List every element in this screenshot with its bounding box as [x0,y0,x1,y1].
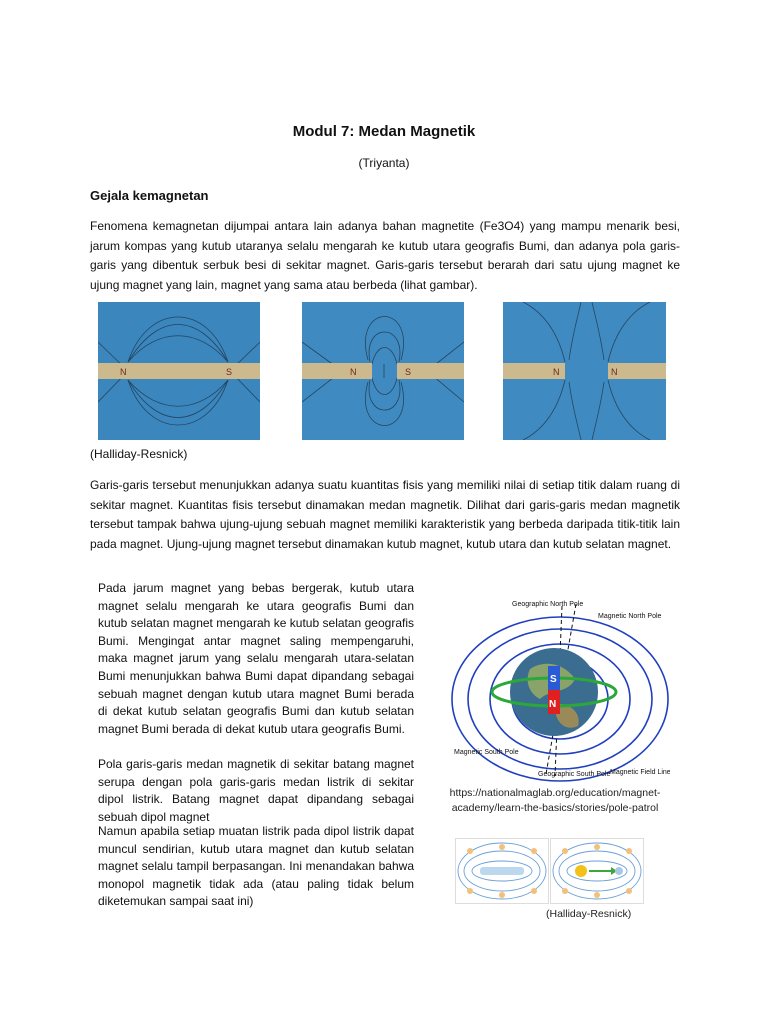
magnet-n-label: N [549,699,557,710]
pole-label: S [226,367,233,377]
magnetic-dipole-diagram [550,838,644,904]
label-magnetic-south: Magnetic South Pole [454,749,519,756]
pole-label: N [350,367,357,377]
page-title: Modul 7: Medan Magnetik [292,123,476,140]
magnet-photo-single [98,302,260,440]
electric-dipole-diagram [455,838,549,904]
figure-caption: (Halliday-Resnick) [90,447,188,461]
label-geographic-south: Geographic South Pole [538,771,611,778]
magnet-photo-attract [302,302,464,440]
magnet-s-label: S [550,674,557,685]
paragraph-intro: Fenomena kemagnetan dijumpai antara lain adanya bahan magnetite (Fe3O4) yang mampu menarik besi, jarum kompas yang kutub utaranya selalu mengarah ke kutub utara geografis Bumi, dan adanya pola garis-garis yang dibentuk serbuk besi di sekitar magnet. Garis-garis tersebut berarah dari satu ujung magnet ke ujung magnet yang lain, magnet yang sama atau berbeda (lihat gambar). [90,219,680,292]
section-heading: Gejala kemagnetan [90,188,209,203]
paragraph-field: Garis-garis tersebut menunjukkan adanya suatu kuantitas fisis yang memiliki nilai di setiap titik dalam ruang di sekitar magnet. Kuantitas fisis tersebut dinamakan medan magnetik. Dilihat dari garis-garis medan magnetik tersebut tampak bahwa ujung-ujung sebuah magnet memiliki karakteristik yang berbeda daripada titik-titik lain pada magnet. Ujung-ujung magnet tersebut dinamakan kutub magnet, kutub utara dan kutub selatan magnet. [90,478,680,551]
label-field-lines: Magnetic Field Lines [610,769,670,776]
figure-caption: (Halliday-Resnick) [546,908,632,920]
pole-label: S [405,367,412,377]
magnet-photo-repel [503,302,666,440]
author: (Triyanta) [358,156,410,170]
label-magnetic-north: Magnetic North Pole [598,613,662,620]
paragraph-dipole: Pola garis-garis medan magnetik di sekitar batang magnet serupa dengan pola garis-garis medan listrik di sekitar dipol listrik. Batang magnet dapat dipandang sebagai sebuah dipol magnet [98,757,414,824]
pole-label: N [553,367,560,377]
earth-magnetic-field-diagram [450,594,670,784]
paragraph-earth-magnet: Pada jarum magnet yang bebas bergerak, kutub utara magnet selalu mengarah ke utara geografis Bumi dan kutub selatan magnet mengarah ke kutub selatan geografis Bumi. Mengingat antar magnet saling mempengaruhi, maka magnet jarum yang selalu mengarah utara-selatan Bumi menunjukkan bahwa Bumi dapat dipandang sebagai sebuah magnet dengan kutub utara magnet Bumi berada di dekat kutub selatan geografis Bumi dan kutub selatan magnet Bumi berada di dekat kutub utara geografis Bumi. [98,581,414,736]
pole-label: N [120,367,127,377]
paragraph-monopole: Namun apabila setiap muatan listrik pada dipol listrik dapat muncul sendirian, kutub utara magnet dan kutub selatan magnet selalu tampil berpasangan. Ini menandakan bahwa monopol magnetik tidak ada (atau paling tidak belum diketemukan sampai saat ini) [98,824,414,909]
label-geographic-north: Geographic North Pole [512,601,584,608]
source-url: https://nationalmaglab.org/education/magnet-academy/learn-the-basics/stories/pole-patrol [449,787,661,814]
pole-label: N [611,367,618,377]
